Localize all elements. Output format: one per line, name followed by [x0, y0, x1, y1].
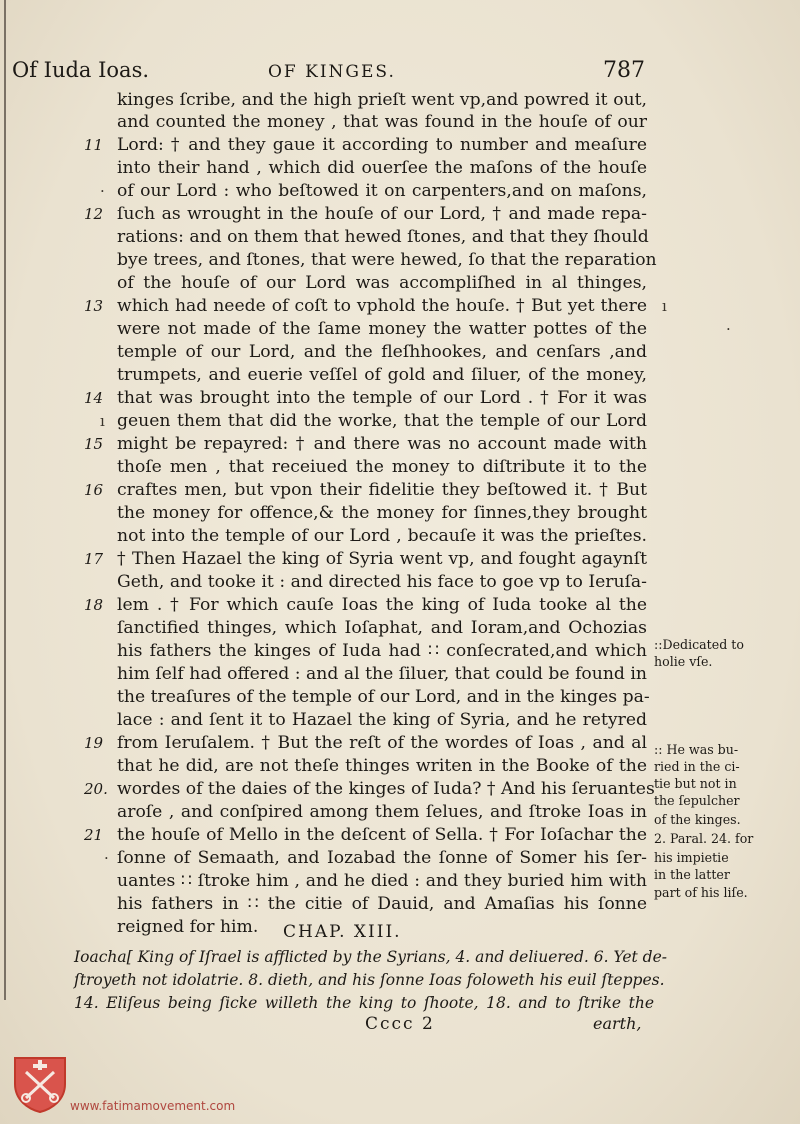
- margin-note-line: ::Dedicated to: [654, 637, 744, 652]
- verse-number: 17: [84, 550, 104, 568]
- summary-line: Ioacha[ King of Iſrael is afflicted by the Syrians, 4. and deliuered. 6. Yet de-: [74, 948, 668, 966]
- summary-line: 14. Eliſeus being ſicke willeth the king to ſhoote, 18. and to ſtrike the: [74, 994, 654, 1012]
- text-line: Lord: † and they gaue it according to number and meaſure: [117, 135, 647, 155]
- line-mark: ·: [726, 320, 731, 338]
- header-title: OF KINGES.: [268, 62, 396, 82]
- text-line: him ſelf had offered : and al the ſiluer, that could be found in: [117, 664, 647, 684]
- watermark-url[interactable]: www.fatimamovement.com: [70, 1099, 236, 1113]
- text-line: the treaſures of the temple of our Lord, and in the kinges pa-: [117, 687, 650, 707]
- verse-number: 11: [84, 136, 104, 154]
- text-line: that he did, are not theſe thinges writen in the Booke of the: [117, 756, 647, 776]
- margin-note-line: :: He was bu-: [654, 742, 739, 757]
- text-line: not into the temple of our Lord , becauſe it was the prieſtes.: [117, 526, 647, 546]
- text-line: that was brought into the temple of our Lord . † For it was: [117, 388, 647, 408]
- verse-number: 14: [84, 389, 104, 407]
- text-line: † Then Hazael the king of Syria went vp, and fought agaynſt: [117, 549, 647, 569]
- text-line: geuen them that did the worke, that the temple of our Lord: [117, 411, 647, 431]
- page-number: 787: [603, 58, 645, 83]
- text-line: ſanctified thinges, which Ioſaphat, and Ioram,and Ochozias: [117, 618, 647, 638]
- text-line: the houſe of Mello in the deſcent of Sella. † For Ioſachar the: [117, 825, 647, 845]
- text-line: thoſe men , that receiued the money to diſtribute it to the: [117, 457, 647, 477]
- margin-note-line: the ſepulcher: [654, 793, 740, 808]
- text-line: wordes of the daies of the kinges of Iuda? † And his ſeruantes: [117, 779, 655, 799]
- text-line: his fathers the kinges of Iuda had ∷ conſecrated,and which: [117, 641, 647, 661]
- text-line: uantes ∷ ſtroke him , and he died : and they buried him with: [117, 871, 647, 891]
- verse-number: 19: [84, 734, 104, 752]
- chapter-heading: CHAP. XIII.: [283, 922, 402, 942]
- text-line: ſuch as wrought in the houſe of our Lord, † and made repa-: [117, 204, 647, 224]
- text-line: his fathers in ∷ the citie of Dauid, and Amaſias his ſonne: [117, 894, 647, 914]
- text-line: might be repayred: † and there was no account made with: [117, 434, 647, 454]
- verse-number: 13: [84, 297, 104, 315]
- line-mark: ·: [100, 182, 105, 200]
- line-mark: ı: [662, 297, 667, 315]
- text-line: aroſe , and conſpired among them ſelues, and ſtroke Ioas in: [117, 802, 647, 822]
- verse-number: 21: [84, 826, 104, 844]
- margin-note-line: in the latter: [654, 867, 730, 882]
- text-line: and counted the money , that was found in the houſe of our: [117, 112, 647, 132]
- text-line: the money for offence,& the money for ſinnes,they brought: [117, 503, 647, 523]
- catchword: earth,: [593, 1014, 642, 1033]
- text-line: were not made of the ſame money the watter pottes of the: [117, 319, 647, 339]
- running-header: [0, 58, 800, 88]
- papal-keys-shield-icon: [12, 1054, 68, 1114]
- margin-note-line: tie but not in: [654, 776, 737, 791]
- text-line: kinges ſcribe, and the high prieſt went vp,and powred it out,: [117, 90, 647, 110]
- margin-note-line: of the kinges.: [654, 812, 741, 827]
- text-line: which had neede of coſt to vphold the houſe. † But yet there: [117, 296, 647, 316]
- text-line: craftes men, but vpon their fidelitie they beſtowed it. † But: [117, 480, 647, 500]
- header-left: Of Iuda Ioas.: [12, 58, 150, 82]
- margin-note-line: his impietie: [654, 850, 729, 865]
- text-line: bye trees, and ſtones, that were hewed, ſo that the reparation: [117, 250, 657, 270]
- text-line: of our Lord : who beſtowed it on carpenters,and on maſons,: [117, 181, 647, 201]
- text-line: into their hand , which did ouerſee the maſons of the houſe: [117, 158, 647, 178]
- text-line: reigned for him.: [117, 917, 259, 937]
- margin-note-line: holie vſe.: [654, 654, 713, 669]
- text-line: ſonne of Semaath, and Iozabad the ſonne of Somer his ſer-: [117, 848, 647, 868]
- text-line: trumpets, and euerie veſſel of gold and ſiluer, of the money,: [117, 365, 647, 385]
- verse-number: 16: [84, 481, 104, 499]
- text-line: from Ieruſalem. † But the reſt of the wordes of Ioas , and al: [117, 733, 647, 753]
- text-line: temple of our Lord, and the fleſhhookes, and cenſars ,and: [117, 342, 647, 362]
- verse-number: 15: [84, 435, 104, 453]
- text-line: rations: and on them that hewed ſtones, and that they ſhould: [117, 227, 649, 247]
- text-line: lem . † For which cauſe Ioas the king of Iuda tooke al the: [117, 595, 647, 615]
- verse-number: 18: [84, 596, 104, 614]
- margin-note-line: ried in the ci-: [654, 759, 740, 774]
- text-line: lace : and ſent it to Hazael the king of Syria, and he retyred: [117, 710, 647, 730]
- line-mark: ı: [100, 412, 105, 430]
- verse-number: 12: [84, 205, 104, 223]
- text-line: of the houſe of our Lord was accompliſhed in al thinges,: [117, 273, 647, 293]
- verse-number: 20.: [84, 780, 108, 798]
- text-line: Geth, and tooke it : and directed his face to goe vp to Ieruſa-: [117, 572, 647, 592]
- binding-edge: [4, 0, 6, 1000]
- summary-line: ſtroyeth not idolatrie. 8. dieth, and his ſonne Ioas foloweth his euil ſteppes.: [74, 971, 665, 989]
- margin-note-line: part of his liſe.: [654, 885, 748, 900]
- margin-note-line: 2. Paral. 24. for: [654, 831, 754, 846]
- line-mark: ·: [104, 849, 109, 867]
- signature-mark: Cccc 2: [365, 1014, 435, 1034]
